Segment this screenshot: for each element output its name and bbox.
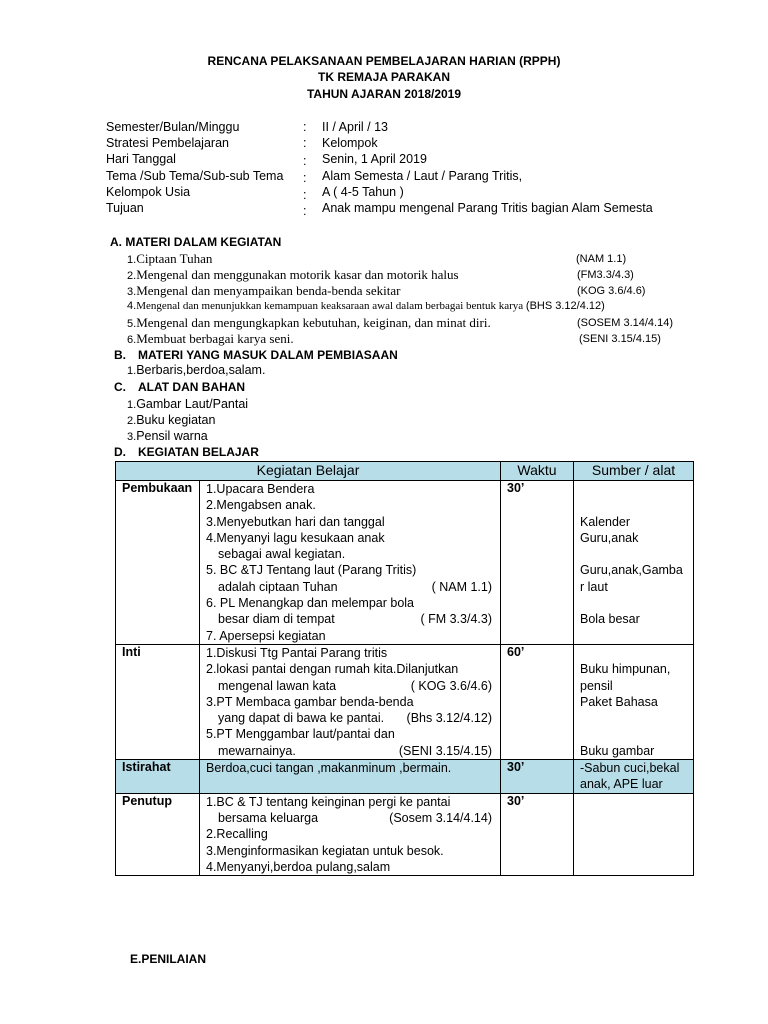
table-header-row — [116, 462, 694, 481]
list-item: 1.Berbaris,berdoa,salam. — [127, 363, 266, 377]
activity-line: yang dapat di bawa ke pantai. (Bhs 3.12/4.12) — [218, 711, 492, 726]
activity-line: 7. Apersepsi kegiatan — [206, 628, 326, 643]
info-colon: : — [303, 120, 307, 134]
info-label: Tujuan — [106, 201, 144, 215]
time-cell: 30’ — [501, 481, 574, 645]
info-value: Kelompok — [322, 136, 378, 150]
activity-line: 4.Menyanyi lagu kesukaan anak — [206, 530, 385, 545]
activity-line: adalah ciptaan Tuhan ( NAM 1.1) — [218, 579, 492, 594]
activity-line: 1.Upacara Bendera — [206, 482, 315, 496]
indicator-code: (KOG 3.6/4.6) — [577, 285, 646, 297]
school-name: TK REMAJA PARAKAN — [318, 70, 450, 84]
indicator-code: (FM3.3/4.3) — [577, 269, 634, 281]
activity-line: 2.Mengabsen anak. — [206, 498, 316, 513]
source-cell: Buku himpunan, pensil Paket Bahasa Buku gambar — [574, 644, 694, 759]
section-b-letter: B. — [114, 348, 126, 362]
indicator-code: (BHS 3.12/4.12) — [525, 300, 605, 312]
phase-label: Penutup — [116, 793, 200, 875]
indicator-code: (Bhs 3.12/4.12) — [406, 711, 492, 726]
table-row — [116, 760, 694, 794]
activity-cell — [200, 793, 501, 875]
info-value: A ( 4-5 Tahun ) — [322, 185, 404, 199]
list-item: 2.Mengenal dan menggunakan motorik kasar dan motorik halus — [127, 267, 459, 282]
source-cell: -Sabun cuci,bekal anak, APE luar — [574, 760, 694, 794]
info-colon: : — [303, 154, 307, 168]
phase-label: Inti — [116, 644, 200, 759]
info-value: II / April / 13 — [322, 120, 389, 134]
list-item: 5.Mengenal dan mengungkapkan kebutuhan, keiginan, dan minat diri. — [127, 315, 491, 330]
list-item: 3.Pensil warna — [127, 429, 208, 443]
list-item: 4.Mengenal dan menunjukkan kemampuan keaksaraan awal dalam berbagai bentuk karya (BHS 3.12/4.12) — [127, 300, 605, 312]
activity-line: 5. BC &TJ Tentang laut (Parang Tritis) — [206, 563, 417, 578]
time-cell: 60’ — [501, 644, 574, 759]
info-colon: : — [303, 136, 307, 150]
table-row — [116, 644, 694, 759]
activity-line: 3.PT Membaca gambar benda-benda — [206, 694, 414, 709]
activity-line: sebagai awal kegiatan. — [218, 547, 346, 562]
indicator-code: ( NAM 1.1) — [431, 579, 492, 594]
activity-line: 3.Menginformasikan kegiatan untuk besok. — [206, 843, 444, 858]
info-value: Alam Semesta / Laut / Parang Tritis, — [322, 169, 523, 183]
info-label: Hari Tanggal — [106, 152, 176, 166]
section-d-title: KEGIATAN BELAJAR — [138, 445, 259, 459]
indicator-code: (Sosem 3.14/4.14) — [389, 810, 492, 825]
activity-cell — [200, 760, 501, 794]
activity-line: 4.Menyanyi,berdoa pulang,salam — [206, 859, 391, 874]
section-c-letter: C. — [114, 380, 126, 394]
list-item: 3.Mengenal dan menyampaikan benda-benda sekitar — [127, 283, 401, 298]
activity-line: 3.Menyebutkan hari dan tanggal — [206, 514, 385, 529]
phase-label: Istirahat — [116, 760, 200, 794]
section-e-title: E.PENILAIAN — [130, 952, 207, 966]
activity-line: 6. PL Menangkap dan melempar bola — [206, 596, 415, 611]
info-value: Senin, 1 April 2019 — [322, 152, 427, 166]
activity-line: Berdoa,cuci tangan ,makanminum ,bermain. — [206, 761, 452, 776]
indicator-code: ( FM 3.3/4.3) — [420, 612, 492, 627]
section-b-title: MATERI YANG MASUK DALAM PEMBIASAAN — [138, 348, 398, 362]
activity-cell — [200, 644, 501, 759]
info-label: Semester/Bulan/Minggu — [106, 120, 240, 134]
indicator-code: (SENI 3.15/4.15) — [398, 743, 492, 758]
section-d-letter: D. — [114, 445, 126, 459]
activity-line: mengenal lawan kata ( KOG 3.6/4.6) — [218, 678, 492, 693]
info-colon: : — [303, 188, 307, 202]
activity-cell — [200, 481, 501, 645]
activity-line: bersama keluarga (Sosem 3.14/4.14) — [218, 810, 492, 825]
info-label: Tema /Sub Tema/Sub-sub Tema — [106, 169, 284, 183]
list-item: 2.Buku kegiatan — [127, 413, 216, 427]
activity-line: 1.BC & TJ tentang keinginan pergi ke pantai — [206, 794, 451, 809]
activity-line: 2.lokasi pantai dengan rumah kita.Dilanjutkan — [206, 662, 459, 677]
header-activity: Kegiatan Belajar — [116, 462, 501, 481]
indicator-code: ( KOG 3.6/4.6) — [410, 678, 492, 693]
table-row — [116, 481, 694, 645]
info-colon: : — [303, 171, 307, 185]
section-a-title: A. MATERI DALAM KEGIATAN — [110, 235, 282, 249]
section-c-title: ALAT DAN BAHAN — [138, 380, 246, 394]
phase-label: Pembukaan — [116, 481, 200, 645]
activity-line: 1.Diskusi Ttg Pantai Parang tritis — [206, 645, 388, 660]
activity-table — [115, 461, 694, 876]
table-row — [116, 793, 694, 875]
source-cell — [574, 793, 694, 875]
time-cell: 30’ — [501, 760, 574, 794]
activity-line: besar diam di tempat ( FM 3.3/4.3) — [218, 612, 492, 627]
header-source: Sumber / alat — [574, 462, 694, 481]
indicator-code: (NAM 1.1) — [576, 253, 627, 265]
list-item: 6.Membuat berbagai karya seni. — [127, 331, 294, 346]
list-item: 1.Ciptaan Tuhan — [127, 251, 213, 266]
academic-year: TAHUN AJARAN 2018/2019 — [306, 87, 462, 101]
indicator-code: (SOSEM 3.14/4.14) — [577, 317, 673, 329]
info-value: Anak mampu mengenal Parang Tritis bagian Alam Semesta — [322, 201, 653, 215]
source-cell: Kalender Guru,anak Guru,anak,Gamba r laut Bola besar — [574, 481, 694, 645]
document-title: RENCANA PELAKSANAAN PEMBELAJARAN HARIAN (RPPH) — [207, 54, 561, 68]
info-label: Stratesi Pembelajaran — [106, 136, 229, 150]
list-item: 1.Gambar Laut/Pantai — [127, 397, 249, 411]
info-colon: : — [303, 204, 307, 218]
header-time: Waktu — [501, 462, 574, 481]
activity-line: mewarnainya. (SENI 3.15/4.15) — [218, 743, 492, 758]
activity-line: 5.PT Menggambar laut/pantai dan — [206, 727, 395, 742]
indicator-code: (SENI 3.15/4.15) — [579, 333, 661, 345]
info-label: Kelompok Usia — [106, 185, 191, 199]
activity-line: 2.Recalling — [206, 827, 268, 842]
time-cell: 30’ — [501, 793, 574, 875]
